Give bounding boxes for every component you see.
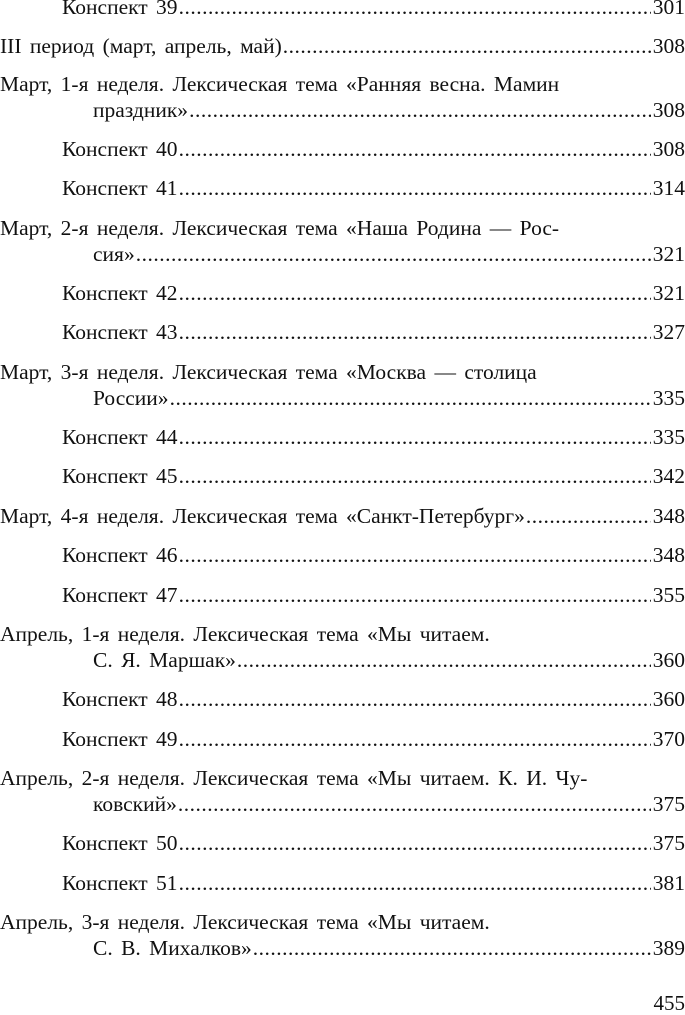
- toc-entry-page: 342: [651, 463, 685, 489]
- toc-entry: [93, 241, 685, 267]
- dot-leader: [178, 0, 651, 20]
- toc-entry-title: праздник»: [93, 97, 188, 123]
- toc-entry: [0, 33, 685, 59]
- toc-entry: [62, 542, 685, 568]
- toc-entry: [62, 319, 685, 345]
- toc-entry-page: 389: [651, 935, 685, 961]
- toc-entry: [0, 621, 685, 647]
- toc-entry-title: Конспект 49: [62, 726, 178, 752]
- toc-entry: [0, 215, 685, 241]
- dot-leader: [178, 726, 651, 752]
- toc-entry-title: III период (март, апрель, май): [0, 33, 282, 59]
- toc-entry-page: 335: [651, 385, 685, 411]
- toc-entry: [93, 647, 685, 673]
- toc-entry-title: Конспект 43: [62, 319, 178, 345]
- toc-entry-title: ковский»: [93, 791, 177, 817]
- dot-leader: [169, 385, 651, 411]
- toc-entry-page: 355: [651, 582, 685, 608]
- toc-entry-title: России»: [93, 385, 169, 411]
- toc-entry-page: 321: [651, 280, 685, 306]
- dot-leader: [236, 647, 651, 673]
- dot-leader: [178, 424, 651, 450]
- toc-entry: [0, 909, 685, 935]
- toc-entry-page: 321: [651, 241, 685, 267]
- dot-leader: [559, 71, 683, 97]
- dot-leader: [178, 463, 651, 489]
- toc-entry-title: Конспект 50: [62, 830, 178, 856]
- toc-entry-page: 375: [651, 791, 685, 817]
- toc-entry-page: 348: [651, 503, 685, 529]
- toc-entry-page: 360: [651, 686, 685, 712]
- toc-entry-title: С. Я. Маршак»: [93, 647, 236, 673]
- dot-leader: [177, 791, 651, 817]
- toc-entry: [62, 280, 685, 306]
- dot-leader: [490, 909, 683, 935]
- toc-entry: [62, 136, 685, 162]
- toc-entry-page: 381: [651, 870, 685, 896]
- dot-leader: [490, 621, 683, 647]
- dot-leader: [178, 319, 651, 345]
- toc-entry-title: Конспект 44: [62, 424, 178, 450]
- toc-entry: [62, 0, 685, 20]
- dot-leader: [178, 136, 651, 162]
- dot-leader: [178, 870, 651, 896]
- toc-entry: [62, 830, 685, 856]
- toc-entry: [0, 359, 685, 385]
- toc-entry-page: 348: [651, 542, 685, 568]
- toc-entry-title: Март, 2-я неделя. Лексическая тема «Наша Родина — Рос-: [0, 215, 559, 241]
- toc-entry: [0, 71, 685, 97]
- toc-entry: [93, 97, 685, 123]
- toc-entry: [62, 726, 685, 752]
- toc-entry-title: Апрель, 1-я неделя. Лексическая тема «Мы читаем.: [0, 621, 490, 647]
- toc-entry-title: Апрель, 3-я неделя. Лексическая тема «Мы читаем.: [0, 909, 490, 935]
- dot-leader: [587, 765, 683, 791]
- toc-entry-page: 308: [651, 97, 685, 123]
- toc-entry-title: С. В. Михалков»: [93, 935, 252, 961]
- toc-entry-page: 301: [651, 0, 685, 20]
- toc-entry: [62, 686, 685, 712]
- dot-leader: [178, 542, 651, 568]
- toc-entry: [93, 385, 685, 411]
- toc-entry: [0, 503, 685, 529]
- toc-entry-page: 327: [651, 319, 685, 345]
- toc-entry: [62, 870, 685, 896]
- toc-entry-title: Конспект 47: [62, 582, 178, 608]
- toc-entry-title: Конспект 51: [62, 870, 178, 896]
- toc-entry-title: Март, 4-я неделя. Лексическая тема «Санкт-Петербург»: [0, 503, 525, 529]
- toc-entry: [62, 582, 685, 608]
- toc-entry-title: Конспект 48: [62, 686, 178, 712]
- dot-leader: [525, 503, 651, 529]
- toc-entry: [93, 935, 685, 961]
- toc-entry-title: сия»: [93, 241, 135, 267]
- dot-leader: [178, 686, 651, 712]
- toc-entry-title: Апрель, 2-я неделя. Лексическая тема «Мы читаем. К. И. Чу-: [0, 765, 587, 791]
- toc-entry-page: 308: [651, 136, 685, 162]
- toc-entry: [62, 463, 685, 489]
- dot-leader: [178, 280, 651, 306]
- toc-entry: [62, 175, 685, 201]
- toc-entry-page: 335: [651, 424, 685, 450]
- dot-leader: [537, 359, 683, 385]
- dot-leader: [178, 582, 651, 608]
- toc-entry-title: Март, 1-я неделя. Лексическая тема «Ранняя весна. Мамин: [0, 71, 559, 97]
- dot-leader: [135, 241, 651, 267]
- toc-entry-page: 360: [651, 647, 685, 673]
- toc-entry: [0, 765, 685, 791]
- dot-leader: [178, 830, 651, 856]
- dot-leader: [178, 175, 651, 201]
- toc-entry-title: Конспект 42: [62, 280, 178, 306]
- toc-entry-page: 314: [651, 175, 685, 201]
- dot-leader: [252, 935, 651, 961]
- toc-entry-page: 308: [651, 33, 685, 59]
- toc-entry-page: 375: [651, 830, 685, 856]
- toc-entry-page: 370: [651, 726, 685, 752]
- dot-leader: [559, 215, 683, 241]
- dot-leader: [282, 33, 651, 59]
- page-number: 455: [654, 992, 685, 1014]
- toc-entry: [93, 791, 685, 817]
- toc-entry-title: Конспект 41: [62, 175, 178, 201]
- toc-entry-title: Конспект 39: [62, 0, 178, 20]
- toc-entry-title: Конспект 45: [62, 463, 178, 489]
- toc-entry-title: Конспект 46: [62, 542, 178, 568]
- toc-entry-title: Март, 3-я неделя. Лексическая тема «Москва — столица: [0, 359, 537, 385]
- toc-entry: [62, 424, 685, 450]
- toc-entry-title: Конспект 40: [62, 136, 178, 162]
- dot-leader: [188, 97, 651, 123]
